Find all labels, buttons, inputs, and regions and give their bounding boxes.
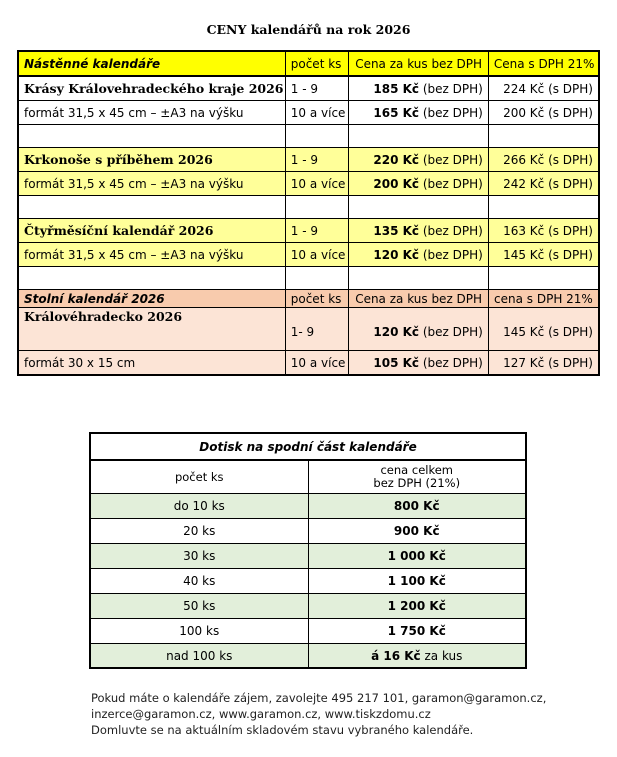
wall-header-price-inc: Cena s DPH 21% — [488, 51, 599, 76]
imprint-price: 1 100 Kč — [308, 569, 526, 594]
imprint-header-qty: počet ks — [90, 460, 308, 494]
price-ex-value: 120 Kč — [373, 247, 420, 262]
imprint-price-note: za kus — [420, 648, 463, 663]
price-ex-note: (bez DPH) — [422, 105, 483, 120]
table-row — [18, 219, 599, 243]
price-ex-cell — [349, 172, 488, 196]
table-row — [90, 619, 526, 644]
imprint-price: á 16 Kč — [371, 648, 421, 663]
table-row — [90, 544, 526, 569]
price-ex-value: 185 Kč — [373, 81, 420, 96]
qty-cell: 1 - 9 — [285, 219, 349, 243]
spacer-row — [18, 267, 599, 290]
price-ex-value: 135 Kč — [373, 223, 420, 238]
imprint-qty: 50 ks — [90, 594, 308, 619]
table-row — [90, 644, 526, 669]
table-row — [18, 351, 599, 376]
desk-header-qty: počet ks — [285, 290, 349, 308]
table-row — [18, 172, 599, 196]
imprint-price: 900 Kč — [308, 519, 526, 544]
imprint-qty: 40 ks — [90, 569, 308, 594]
price-ex-cell — [349, 308, 488, 351]
page-title: CENY kalendářů na rok 2026 — [206, 22, 411, 37]
price-ex-cell — [349, 148, 488, 172]
desk-header-price-inc: cena s DPH 21% — [488, 290, 599, 308]
wall-header-qty: počet ks — [285, 51, 349, 76]
price-ex-value: 120 Kč — [373, 325, 420, 339]
imprint-price-cell — [308, 644, 526, 669]
imprint-qty: nad 100 ks — [90, 644, 308, 669]
qty-cell: 1- 9 — [285, 308, 349, 351]
price-ex-note: (bez DPH) — [422, 81, 483, 96]
table-row — [90, 519, 526, 544]
imprint-caption-row — [90, 433, 526, 460]
price-inc-cell: 145 Kč (s DPH) — [488, 243, 599, 267]
price-ex-value: 200 Kč — [373, 176, 420, 191]
wall-header-price-ex: Cena za kus bez DPH — [349, 51, 488, 76]
imprint-header-row — [90, 460, 526, 494]
product-name: Krkonoše s příběhem 2026 — [18, 148, 285, 172]
footer-line-1: Pokud máte o kalendáře zájem, zavolejte 495 217 101, garamon@garamon.cz, — [91, 691, 547, 705]
price-ex-note: (bez DPH) — [422, 247, 483, 262]
product-name: Krásy Královehradeckého kraje 2026 — [18, 76, 285, 101]
imprint-price-table — [89, 432, 527, 669]
spacer-row — [18, 196, 599, 219]
table-row — [18, 101, 599, 125]
desk-header-price-ex: Cena za kus bez DPH — [349, 290, 488, 308]
qty-cell: 10 a více — [285, 101, 349, 125]
price-inc-cell: 145 Kč (s DPH) — [488, 308, 599, 351]
product-format: formát 31,5 x 45 cm – ±A3 na výšku — [18, 243, 285, 267]
price-ex-value: 220 Kč — [373, 152, 420, 167]
product-format: formát 31,5 x 45 cm – ±A3 na výšku — [18, 101, 285, 125]
imprint-qty: 100 ks — [90, 619, 308, 644]
price-inc-cell: 242 Kč (s DPH) — [488, 172, 599, 196]
table-row — [18, 76, 599, 101]
imprint-header-price — [308, 460, 526, 494]
imprint-qty: do 10 ks — [90, 494, 308, 519]
price-ex-note: (bez DPH) — [422, 152, 483, 167]
contact-footer — [91, 690, 591, 738]
table-row — [18, 308, 599, 351]
qty-cell: 10 a více — [285, 351, 349, 376]
price-ex-cell — [349, 219, 488, 243]
imprint-header-price-line1: cena celkem — [380, 463, 453, 477]
price-ex-cell — [349, 101, 488, 125]
price-ex-cell — [349, 243, 488, 267]
price-inc-cell: 224 Kč (s DPH) — [488, 76, 599, 101]
imprint-price: 800 Kč — [308, 494, 526, 519]
desk-header-row — [18, 290, 599, 308]
price-ex-note: (bez DPH) — [422, 325, 483, 339]
footer-line-3: Domluvte se na aktuálním skladovém stavu vybraného kalendáře. — [91, 723, 474, 737]
table-row — [18, 148, 599, 172]
imprint-qty: 30 ks — [90, 544, 308, 569]
product-name: Čtyřměsíční kalendář 2026 — [18, 219, 285, 243]
price-ex-note: (bez DPH) — [422, 355, 483, 370]
price-inc-cell: 127 Kč (s DPH) — [488, 351, 599, 376]
wall-header-name: Nástěnné kalendáře — [18, 51, 285, 76]
wall-calendar-price-table — [17, 50, 600, 376]
imprint-price: 1 750 Kč — [308, 619, 526, 644]
product-format: formát 31,5 x 45 cm – ±A3 na výšku — [18, 172, 285, 196]
price-inc-cell: 200 Kč (s DPH) — [488, 101, 599, 125]
table-row — [90, 594, 526, 619]
product-name: Královéhradecko 2026 — [18, 308, 285, 351]
imprint-header-price-line2: bez DPH (21%) — [373, 476, 461, 490]
spacer-row — [18, 125, 599, 148]
imprint-qty: 20 ks — [90, 519, 308, 544]
price-ex-cell — [349, 351, 488, 376]
price-ex-value: 105 Kč — [373, 355, 420, 370]
qty-cell: 10 a více — [285, 172, 349, 196]
product-format: formát 30 x 15 cm — [18, 351, 285, 376]
qty-cell: 1 - 9 — [285, 76, 349, 101]
imprint-price: 1 000 Kč — [308, 544, 526, 569]
qty-cell: 1 - 9 — [285, 148, 349, 172]
table-row — [90, 569, 526, 594]
price-inc-cell: 266 Kč (s DPH) — [488, 148, 599, 172]
imprint-caption: Dotisk na spodní část kalendáře — [90, 433, 526, 460]
table-row — [90, 494, 526, 519]
table-row — [18, 243, 599, 267]
qty-cell: 10 a více — [285, 243, 349, 267]
price-ex-value: 165 Kč — [373, 105, 420, 120]
imprint-price: 1 200 Kč — [308, 594, 526, 619]
desk-header-name: Stolní kalendář 2026 — [18, 290, 285, 308]
price-ex-note: (bez DPH) — [422, 223, 483, 238]
wall-header-row — [18, 51, 599, 76]
price-ex-note: (bez DPH) — [422, 176, 483, 191]
price-inc-cell: 163 Kč (s DPH) — [488, 219, 599, 243]
price-ex-cell — [349, 76, 488, 101]
footer-line-2: inzerce@garamon.cz, www.garamon.cz, www.tiskzdomu.cz — [91, 707, 431, 721]
